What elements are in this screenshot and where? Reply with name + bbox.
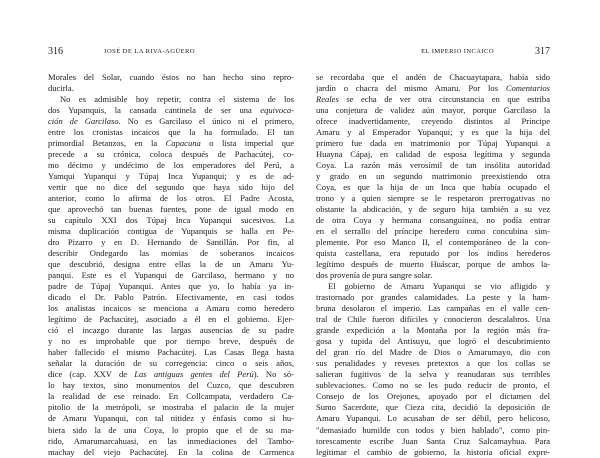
text-line: "demasiado humilde con todos y bien hablado", como pin-	[316, 424, 550, 435]
text-line: gosa y tupida del Antisuyu, que logró el descubrimiento	[316, 336, 550, 347]
text-line: dos Yupanquis, la cansada cantinela de ser una equivoca-	[48, 105, 294, 116]
text-line: vertir que no dice del segundo que haya sido hijo del	[48, 182, 294, 193]
text-line: lo hay textos, sino monumentos del Cuzco, que descubren	[48, 380, 294, 391]
text-line: trastornado por grandes calamidades. La peste y la ham-	[316, 292, 550, 303]
text-line: precede a su crónica, coloca después de Pachacútej, co-	[48, 149, 294, 160]
text-line: dice (cap. XXV de Las antiguas gentes del Perú). No só-	[48, 369, 294, 380]
running-head: EL IMPERIO INCAICO	[421, 48, 494, 55]
text-line: No es admisible hoy repetir, contra el sistema de los	[60, 94, 294, 105]
text-line: Consejo de los Orejones, apoyado por el dictamen del	[316, 391, 550, 402]
text-line: Huayna Cápaj, en calidad de esposa legítima y segunda	[316, 149, 550, 160]
text-line: torescamente escribe Juan Santa Cruz Salcamayhua. Para	[316, 435, 550, 446]
text-line: machay del viejo Pachacútej. En la colina de Carmenca	[48, 446, 294, 457]
text-line: misma duplicación contigua de Yupanquis se halla en Pe-	[48, 226, 294, 237]
text-line: Sumo Sacerdote, que Cieza cita, decidió la deposición de	[316, 402, 550, 413]
page-number: 316	[48, 46, 63, 57]
text-line: anterior, como lo afirma de los otros. El Padre Acosta,	[48, 193, 294, 204]
text-line: se recordaba que el andén de Chacuaytapara, había sido	[316, 72, 550, 82]
text-line: obstante la abdicación, y de seguro hija también a su vez	[316, 204, 550, 215]
text-line: grande expedición a la Montaña por la región más fra-	[316, 325, 550, 336]
text-line: dicado el Dr. Pablo Patrón. Efectivamente, en casi todos	[48, 292, 294, 303]
text-line: y grado en un segundo matrimonio preexistiendo otra	[316, 171, 550, 182]
text-line: pitolio de la metrópoli, se mostraba el palacio de la mujer	[48, 402, 294, 413]
text-line: ción de Garcilaso. No es Garcilaso el único ni el primero,	[48, 116, 294, 127]
text-line: panqui. Este es el Yupanqui de Garcilaso, hermano y no	[48, 270, 294, 281]
text-line: una conjetura de validez aún mayor, porque Garcilaso la	[316, 105, 550, 116]
text-line: de Amaru Yupanqui, con tal nitidez y énfasis como si hu-	[48, 413, 294, 424]
text-line: describir Ondegardo las momias de soberanos incaicos	[48, 248, 294, 259]
text-line: legítimo de Pachacútej, asociado a él en el gobierno. Ejer-	[48, 314, 294, 325]
text-line: padre de Túpaj Yupanqui. Antes que yo, lo había ya in-	[48, 281, 294, 292]
text-line: Amaru Yupanqui. Lo acusaban de ser débil, pero belicoso,	[316, 413, 550, 424]
text-line: quista castellana, era reputado por los indios herederos	[316, 248, 550, 259]
text-line: señalar la duración de su corregencia: cinco o seis años,	[48, 358, 294, 369]
text-line: Morales del Solar, cuando éstos no han hecho sino repro-	[48, 72, 294, 82]
text-line: Amaru y al Emperador Yupanqui; y es que la hija del	[316, 127, 550, 138]
text-line: trono y a quien siempre se le respetaron prerrogativas no	[316, 193, 550, 204]
right-page-body	[316, 72, 550, 458]
text-line: plemente. Por eso Manco II, el contemporáneo de la con-	[316, 237, 550, 248]
text-line: tral de Chile fueron difíciles y conocieron descalabros. Una	[316, 314, 550, 325]
left-page-header	[48, 48, 290, 60]
text-line: su capítulo XXI dos Túpaj Inca Yupanqui sucesivos. La	[48, 215, 294, 226]
text-line: haber fallecido el mismo Pachacútej. Las Casas llega hasta	[48, 347, 294, 358]
text-line: salieran fugitivos de la selva y reanudaran sus terribles	[316, 369, 550, 380]
text-line: ducirla.	[48, 83, 74, 94]
text-line: los analistas incaicos se menciona a Amaru como heredero	[48, 303, 294, 314]
text-line: biera sido la de una Coya, lo propio que el de su ma-	[48, 424, 294, 435]
text-line: del gran río del Madre de Dios o Amarumayo, dio con	[316, 347, 550, 358]
text-line: legitimar el cambio de gobierno, la historia oficial expre-	[316, 446, 550, 457]
text-line: bruna desolaron el imperio. Las campañas en el valle cen-	[316, 303, 550, 314]
text-line: ofrece inadvertidamente, creyendo distintos al Príncipe	[316, 116, 550, 127]
text-line: Yamqui Yupanqui y Túpaj Inca Yupanqui; y es de ad-	[48, 171, 294, 182]
text-line: que aprovechó tan buenas fuentes, pone de igual modo en	[48, 204, 294, 215]
text-line: Coya. La razón más verosímil de tan insólita autoridad	[316, 160, 550, 171]
text-line: Coya, es que la hija de un Inca que había ocupado el	[316, 182, 550, 193]
text-line: sublevaciones. Como no se les pudo reducir de pronto, el	[316, 380, 550, 391]
left-page-body	[48, 72, 294, 458]
text-line: la realidad de ese reinado. En Collcampata, verdadero Ca-	[48, 391, 294, 402]
text-line: primero fue dada en matrimonio por Túpaj Yupanqui a	[316, 138, 550, 149]
right-page-header	[316, 48, 550, 60]
text-line: legítimo después de muerto Huáscar, porque de ambos la-	[316, 259, 550, 270]
text-line: que descubrió, designa entre ellas la de un Amaru Yu-	[48, 259, 294, 270]
text-line: de otra Coya y hermana consanguínea, no podía entrar	[316, 215, 550, 226]
text-line: en el serrallo del príncipe heredero como concubina sim-	[316, 226, 550, 237]
text-line: El gobierno de Amaru Yupanqui se vio afligido y	[328, 281, 550, 292]
running-head: JOSÉ DE LA RIVA-AGÜERO	[104, 48, 195, 55]
text-line: y no es improbable que por tiempo breve, después de	[48, 336, 294, 347]
right-page	[300, 0, 600, 458]
text-line: mo décimo y undécimo de los emperadores del Perú, a	[48, 160, 294, 171]
text-line: sus penalidades y reveses pretextos a que los collas se	[316, 358, 550, 369]
text-line: dro Pizarro y en D. Hernando de Santillán. Por fin, al	[48, 237, 294, 248]
text-line: Reales se echa de ver otra circunstancia en que estriba	[316, 94, 550, 105]
text-line: dos provenía de pura sangre solar.	[316, 270, 433, 281]
text-line: jardín o chacra del mismo Amaru. Por los Comentarios	[316, 83, 550, 94]
text-line: ció el incazgo durante las largas ausencias de su padre	[48, 325, 294, 336]
text-line: primordial Betanzos, en la Capacuna o lista imperial que	[48, 138, 294, 149]
text-line: entre los cronistas incaicos que la ha formulado. El tan	[48, 127, 294, 138]
text-line: rido, Amarumarcahuasi, en las inmediaciones del Tambo-	[48, 435, 294, 446]
page-number: 317	[535, 46, 550, 57]
